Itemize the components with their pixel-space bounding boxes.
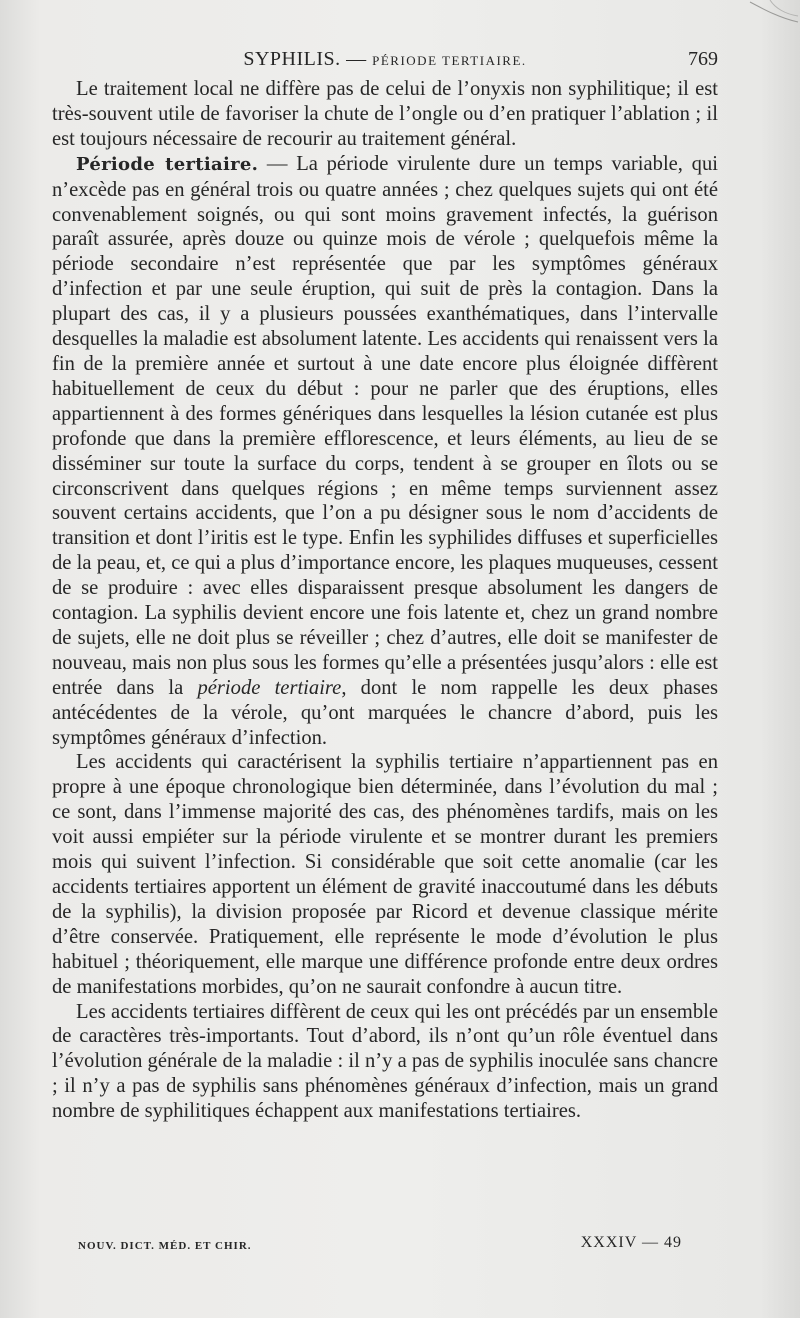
running-title-main: SYPHILIS. — [243, 48, 367, 70]
paragraph-1: Le traitement local ne diffère pas de celui de l’onyxis non syphilitique; il est très-souvent utile de favoriser la chute de l’ongle ou d’en pratiquer l’ablation ; il est toujours nécessaire de recourir au traitement général. [52, 78, 718, 150]
body-text [52, 77, 718, 1124]
running-header [52, 44, 718, 74]
footer-signature: XXXIV — 49 [580, 1234, 682, 1251]
page-corner-mark [740, 0, 800, 40]
paragraph-2-part-1: — La période virulente dure un temps variable, qui n’excède pas en général trois ou quatre années ; chez quelques sujets qui ont été convenablement soignés, ou qui sont moins gravement infectés, la guérison paraît assurée, après douze ou quinze mois de vérole ; quelquefois même la période secondaire n’est représentée que par les symptômes généraux d’infection et par une seule éruption, qui suit de près la contagion. Dans la plupart des cas, il y a plusieurs poussées exanthématiques, dans l’intervalle desquelles la maladie est absolument latente. Les accidents qui renaissent vers la fin de la première année et surtout à une date encore plus éloignée diffèrent habituellement de ceux du début : pour ne parler que des éruptions, elles appartiennent à des formes génériques dans lesquelles la lésion cutanée est plus profonde que dans la première efflorescence, et leurs éléments, au lieu de se disséminer sur toute la surface du corps, tendent à se grouper en îlots ou se circonscrivent dans quelques régions ; en même temps surviennent assez souvent certains accidents, que l’on a pu désigner sous le nom d’accidents de transition et dont l’iritis est le type. Enfin les syphilides diffuses et superficielles de la peau, et, ce qui a plus d’importance encore, les plaques muqueuses, cessent de se produire : avec elles disparaissent presque absolument les dangers de contagion. La syphilis devient encore une fois latente et, chez un grand nombre de sujets, elle ne doit plus se réveiller ; chez d’autres, elle doit se manifester de nouveau, mais non plus sous les formes qu’elle a présentées jusqu’alors : elle est entrée dans la [52, 152, 718, 699]
paragraph-4: Les accidents tertiaires diffèrent de ceux qui les ont précédés par un ensemble de caractères très-importants. Tout d’abord, ils n’ont qu’un rôle éventuel dans l’évolution générale de la maladie : il n’y a pas de syphilis inoculée sans chancre ; il n’y a pas de syphilis sans phénomènes généraux d’infection, mais un grand nombre de syphilitiques échappent aux manifestations tertiaires. [52, 1000, 718, 1123]
running-title [52, 44, 718, 76]
page-footer [78, 1234, 682, 1260]
section-lead: Période tertiaire. [76, 153, 259, 175]
footer-publication: NOUV. DICT. MÉD. ET CHIR. [78, 1240, 252, 1252]
page-number: 769 [688, 48, 718, 70]
paragraph-2 [52, 152, 718, 751]
running-title-sub: PÉRIODE TERTIAIRE. [372, 53, 527, 68]
paragraph-3: Les accidents qui caractérisent la syphilis tertiaire n’appartiennent pas en propre à une époque chronologique bien déterminée, dans l’évolution du mal ; ce sont, dans l’immense majorité des cas, des phénomènes tardifs, mais on les voit aussi empiéter sur la période virulente et se montrer durant les premiers mois qui suivent l’infection. Si considérable que soit cette anomalie (car les accidents tertiaires apportent un élément de gravité inaccoutumé dans les débuts de la syphilis), la division proposée par Ricord et devenue classique mérite d’être conservée. Pratiquement, elle représente le mode d’évolution le plus habituel ; théoriquement, elle marque une différence profonde entre deux ordres de manifestations morbides, qu’on ne saurait confondre à aucun titre. [52, 751, 718, 998]
paragraph-2-part-2: , dont le nom rappelle les deux phases antécédentes de la vérole, qu’ont marquées le chancre d’abord, puis les symptômes généraux d’infection. [52, 676, 718, 749]
italic-term: période tertiaire [197, 676, 342, 699]
